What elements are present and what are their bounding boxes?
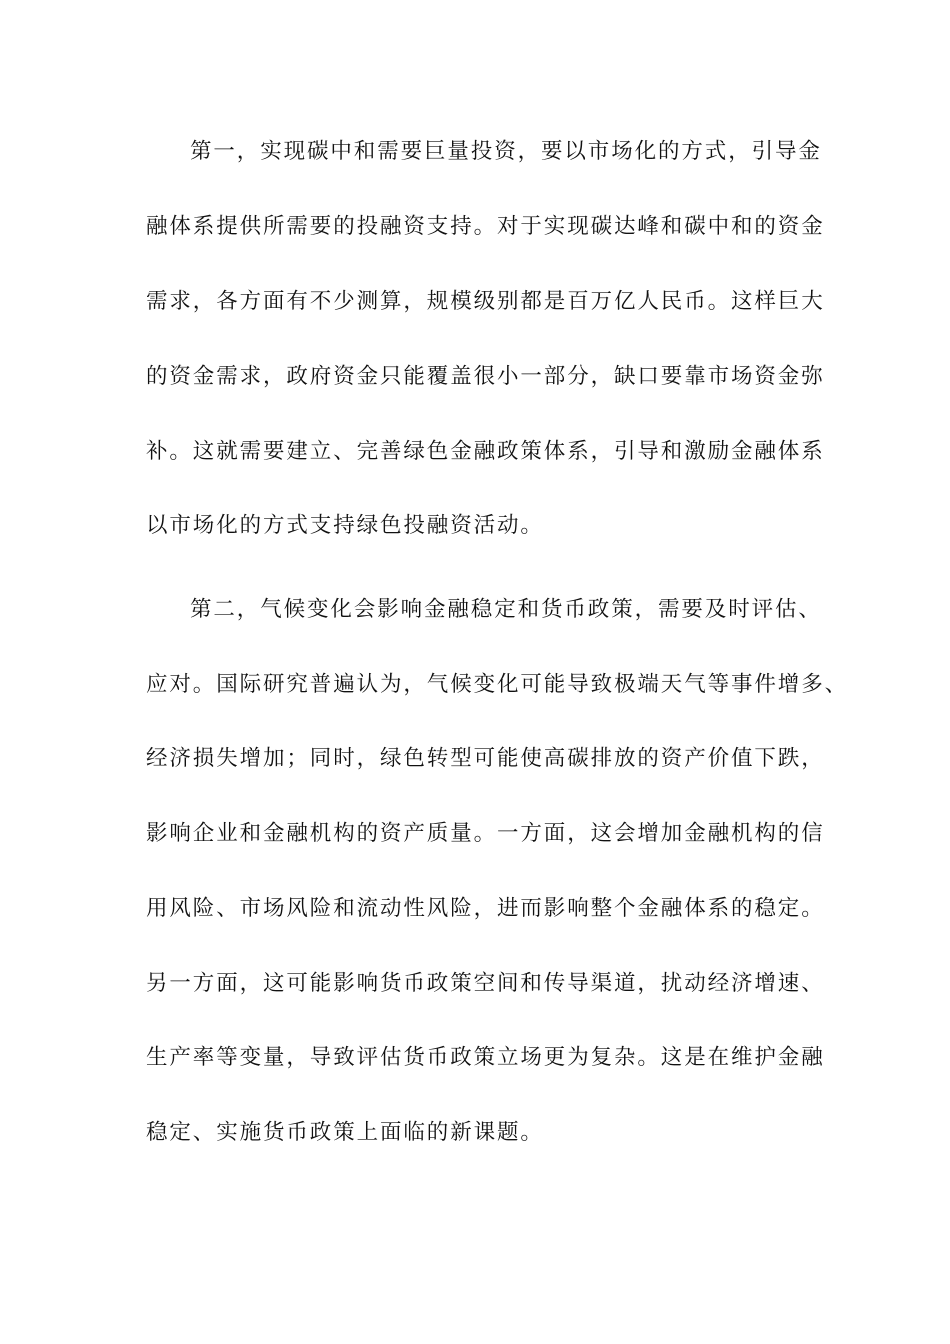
text-line: 需求，各方面有不少测算，规模级别都是百万亿人民币。这样巨大 — [146, 289, 825, 314]
text-line: 以市场化的方式支持绿色投融资活动。 — [146, 513, 544, 538]
text-line: 另一方面，这可能影响货币政策空间和传导渠道，扰动经济增速、 — [146, 971, 825, 996]
text-line: 影响企业和金融机构的资产质量。一方面，这会增加金融机构的信 — [146, 821, 825, 846]
text-line: 的资金需求，政府资金只能覆盖很小一部分，缺口要靠市场资金弥 — [146, 364, 825, 389]
text-line: 生产率等变量，导致评估货币政策立场更为复杂。这是在维护金融 — [146, 1045, 825, 1070]
text-line: 用风险、市场风险和流动性风险，进而影响整个金融体系的稳定。 — [146, 896, 825, 921]
text-line: 补。这就需要建立、完善绿色金融政策体系，引导和激励金融体系 — [146, 439, 825, 464]
text-line: 第二，气候变化会影响金融稳定和货币政策，需要及时评估、 — [190, 597, 822, 622]
text-line: 稳定、实施货币政策上面临的新课题。 — [146, 1120, 544, 1145]
text-line: 经济损失增加；同时，绿色转型可能使高碳排放的资产价值下跌， — [146, 746, 825, 771]
text-line: 应对。国际研究普遍认为，气候变化可能导致极端天气等事件增多、 — [146, 672, 849, 697]
text-line: 融体系提供所需要的投融资支持。对于实现碳达峰和碳中和的资金 — [146, 214, 825, 239]
text-line: 第一，实现碳中和需要巨量投资，要以市场化的方式，引导金 — [190, 139, 822, 164]
